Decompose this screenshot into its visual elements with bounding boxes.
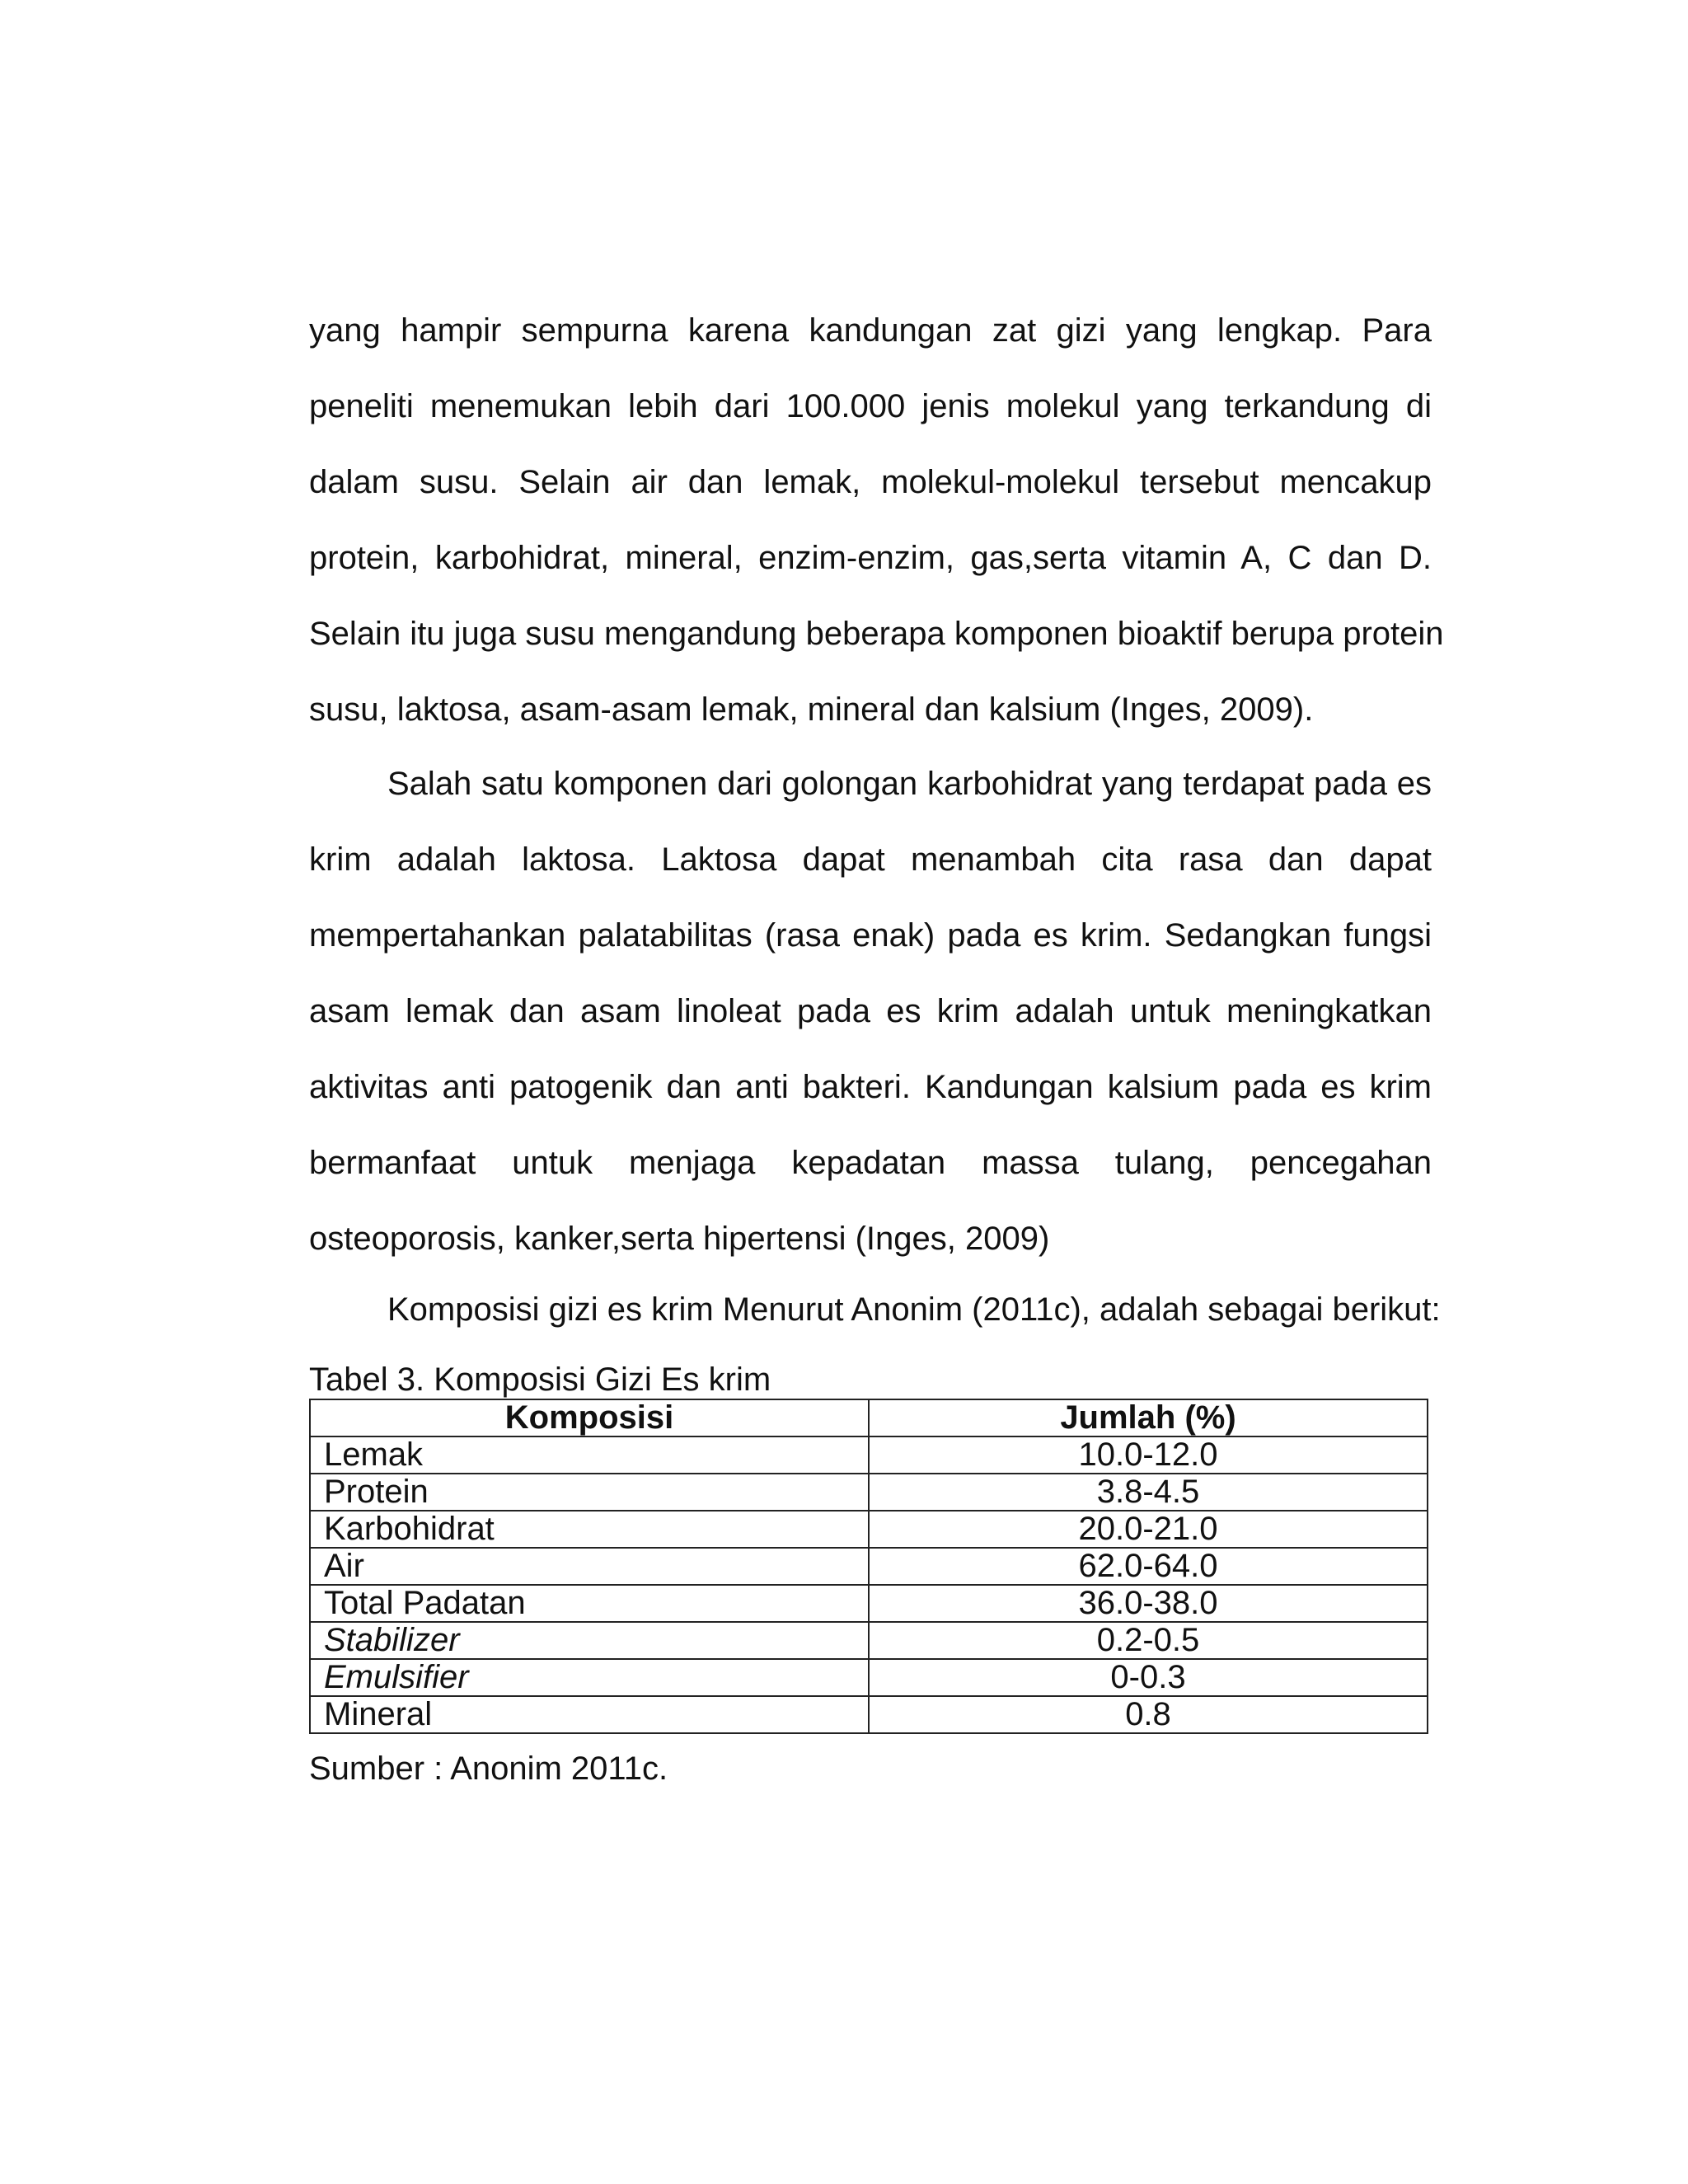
paragraph-line: bermanfaat untuk menjaga kepadatan massa tulang, pencegahan bbox=[309, 1145, 1432, 1181]
table-row bbox=[310, 1622, 1428, 1659]
table-header-row bbox=[310, 1399, 1428, 1436]
cell-jumlah: 10.0-12.0 bbox=[869, 1436, 1428, 1474]
table-source: Sumber : Anonim 2011c. bbox=[309, 1750, 668, 1787]
table-row bbox=[310, 1511, 1428, 1548]
cell-komposisi: Total Padatan bbox=[310, 1585, 869, 1622]
paragraph-line: Selain itu juga susu mengandung beberapa komponen bioaktif berupa protein bbox=[309, 616, 1444, 652]
column-header-komposisi: Komposisi bbox=[310, 1399, 869, 1436]
table-row bbox=[310, 1436, 1428, 1474]
paragraph-3 bbox=[309, 1272, 1441, 1347]
composition-table bbox=[309, 1399, 1428, 1734]
cell-jumlah: 36.0-38.0 bbox=[869, 1585, 1428, 1622]
table-row bbox=[310, 1696, 1428, 1733]
cell-komposisi: Air bbox=[310, 1548, 869, 1585]
paragraph-line: krim adalah laktosa. Laktosa dapat menambah cita rasa dan dapat bbox=[309, 841, 1432, 878]
cell-jumlah: 0.2-0.5 bbox=[869, 1622, 1428, 1659]
table-row bbox=[310, 1474, 1428, 1511]
table-row bbox=[310, 1585, 1428, 1622]
cell-komposisi: Protein bbox=[310, 1474, 869, 1511]
paragraph-line: asam lemak dan asam linoleat pada es krim adalah untuk meningkatkan bbox=[309, 993, 1432, 1029]
paragraph-line: osteoporosis, kanker,serta hipertensi (Inges, 2009) bbox=[309, 1221, 1050, 1257]
paragraph-line: mempertahankan palatabilitas (rasa enak) pada es krim. Sedangkan fungsi bbox=[309, 917, 1432, 954]
table-row bbox=[310, 1659, 1428, 1696]
cell-komposisi: Stabilizer bbox=[310, 1622, 869, 1659]
paragraph-line: Salah satu komponen dari golongan karbohidrat yang terdapat pada es bbox=[387, 766, 1432, 802]
paragraph-1 bbox=[309, 293, 1444, 748]
table-caption: Tabel 3. Komposisi Gizi Es krim bbox=[309, 1361, 771, 1398]
cell-komposisi: Karbohidrat bbox=[310, 1511, 869, 1548]
paragraph-2 bbox=[309, 746, 1432, 1277]
cell-jumlah: 62.0-64.0 bbox=[869, 1548, 1428, 1585]
paragraph-line: aktivitas anti patogenik dan anti bakteri. Kandungan kalsium pada es krim bbox=[309, 1069, 1432, 1105]
paragraph-line: protein, karbohidrat, mineral, enzim-enzim, gas,serta vitamin A, C dan D. bbox=[309, 540, 1432, 576]
paragraph-line: dalam susu. Selain air dan lemak, molekul-molekul tersebut mencakup bbox=[309, 464, 1432, 500]
paragraph-line: Komposisi gizi es krim Menurut Anonim (2011c), adalah sebagai berikut: bbox=[387, 1291, 1441, 1328]
paragraph-line: susu, laktosa, asam-asam lemak, mineral dan kalsium (Inges, 2009). bbox=[309, 691, 1314, 728]
cell-komposisi: Mineral bbox=[310, 1696, 869, 1733]
cell-jumlah: 3.8-4.5 bbox=[869, 1474, 1428, 1511]
cell-komposisi: Emulsifier bbox=[310, 1659, 869, 1696]
cell-jumlah: 20.0-21.0 bbox=[869, 1511, 1428, 1548]
cell-jumlah: 0.8 bbox=[869, 1696, 1428, 1733]
table-row bbox=[310, 1548, 1428, 1585]
cell-jumlah: 0-0.3 bbox=[869, 1659, 1428, 1696]
paragraph-line: yang hampir sempurna karena kandungan zat gizi yang lengkap. Para bbox=[309, 312, 1432, 349]
cell-komposisi: Lemak bbox=[310, 1436, 869, 1474]
paragraph-line: peneliti menemukan lebih dari 100.000 jenis molekul yang terkandung di bbox=[309, 388, 1432, 424]
column-header-jumlah: Jumlah (%) bbox=[869, 1399, 1428, 1436]
